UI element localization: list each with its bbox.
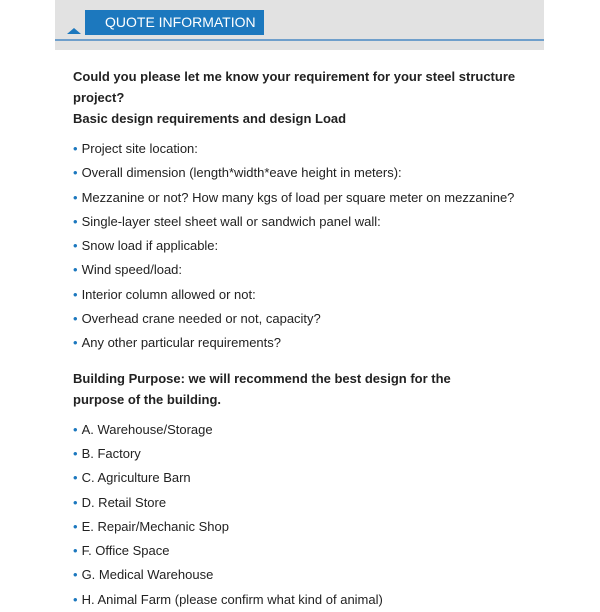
list-item bbox=[73, 466, 543, 490]
list-item bbox=[73, 307, 543, 331]
list-item-text: E. Repair/Mechanic Shop bbox=[81, 518, 229, 534]
section-header bbox=[55, 0, 544, 50]
bullet-icon: • bbox=[73, 591, 78, 607]
building-purpose-title-line2: purpose of the building. bbox=[73, 391, 222, 407]
list-item-text: Single-layer steel sheet wall or sandwich panel wall: bbox=[81, 213, 381, 229]
bullet-icon: • bbox=[73, 213, 78, 229]
requirements-list bbox=[73, 137, 543, 356]
list-item bbox=[73, 418, 543, 442]
header-divider bbox=[55, 39, 544, 41]
list-item bbox=[73, 161, 543, 185]
list-item-text: Interior column allowed or not: bbox=[81, 286, 256, 302]
list-item-text: D. Retail Store bbox=[81, 494, 167, 510]
list-item bbox=[73, 515, 543, 539]
list-item-text: H. Animal Farm (please confirm what kind of animal) bbox=[81, 591, 383, 607]
bullet-icon: • bbox=[73, 286, 78, 302]
bullet-icon: • bbox=[73, 470, 78, 486]
bullet-icon: • bbox=[73, 518, 78, 534]
bullet-icon: • bbox=[73, 335, 78, 351]
list-item-text: Wind speed/load: bbox=[81, 262, 183, 278]
list-item-text: A. Warehouse/Storage bbox=[81, 421, 213, 437]
list-item bbox=[73, 210, 543, 234]
bullet-icon: • bbox=[73, 311, 78, 327]
bullet-icon: • bbox=[73, 141, 78, 156]
list-item-text: Any other particular requirements? bbox=[81, 335, 281, 351]
list-item-text: B. Factory bbox=[81, 445, 141, 461]
list-item-text: Overhead crane needed or not, capacity? bbox=[81, 311, 321, 327]
quote-information-tab[interactable]: QUOTE INFORMATION bbox=[85, 10, 264, 35]
bullet-icon: • bbox=[73, 445, 78, 461]
bullet-icon: • bbox=[73, 262, 78, 278]
list-item bbox=[73, 491, 543, 515]
bullet-icon: • bbox=[73, 494, 78, 510]
list-item bbox=[73, 258, 543, 282]
list-item-text: Snow load if applicable: bbox=[81, 238, 219, 254]
list-item-text: Mezzanine or not? How many kgs of load per square meter on mezzanine? bbox=[81, 189, 515, 205]
bullet-icon: • bbox=[73, 189, 78, 205]
design-requirements-title: Basic design requirements and design Load bbox=[73, 111, 347, 126]
building-purpose-title: Building Purpose: we will recommend the best design for the bbox=[73, 370, 451, 386]
bullet-icon: • bbox=[73, 567, 78, 583]
list-item bbox=[73, 442, 543, 466]
list-item bbox=[73, 331, 543, 355]
bullet-icon: • bbox=[73, 165, 78, 181]
quote-content bbox=[73, 66, 543, 612]
bullet-icon: • bbox=[73, 238, 78, 254]
collapse-triangle-icon[interactable] bbox=[67, 28, 81, 34]
list-item-text: F. Office Space bbox=[81, 543, 170, 559]
building-purpose-list bbox=[73, 418, 543, 612]
list-item-text: G. Medical Warehouse bbox=[81, 567, 214, 583]
intro-question: Could you please let me know your requirement for your steel structure project? bbox=[73, 69, 516, 105]
list-item bbox=[73, 283, 543, 307]
list-item bbox=[73, 563, 543, 587]
list-item-text: C. Agriculture Barn bbox=[81, 470, 191, 486]
list-item bbox=[73, 137, 543, 161]
list-item-text: Project site location: bbox=[81, 141, 198, 156]
list-item bbox=[73, 539, 543, 563]
list-item-text: Overall dimension (length*width*eave height in meters): bbox=[81, 165, 402, 181]
bullet-icon: • bbox=[73, 543, 78, 559]
list-item bbox=[73, 186, 543, 210]
list-item bbox=[73, 234, 543, 258]
bullet-icon: • bbox=[73, 421, 78, 437]
